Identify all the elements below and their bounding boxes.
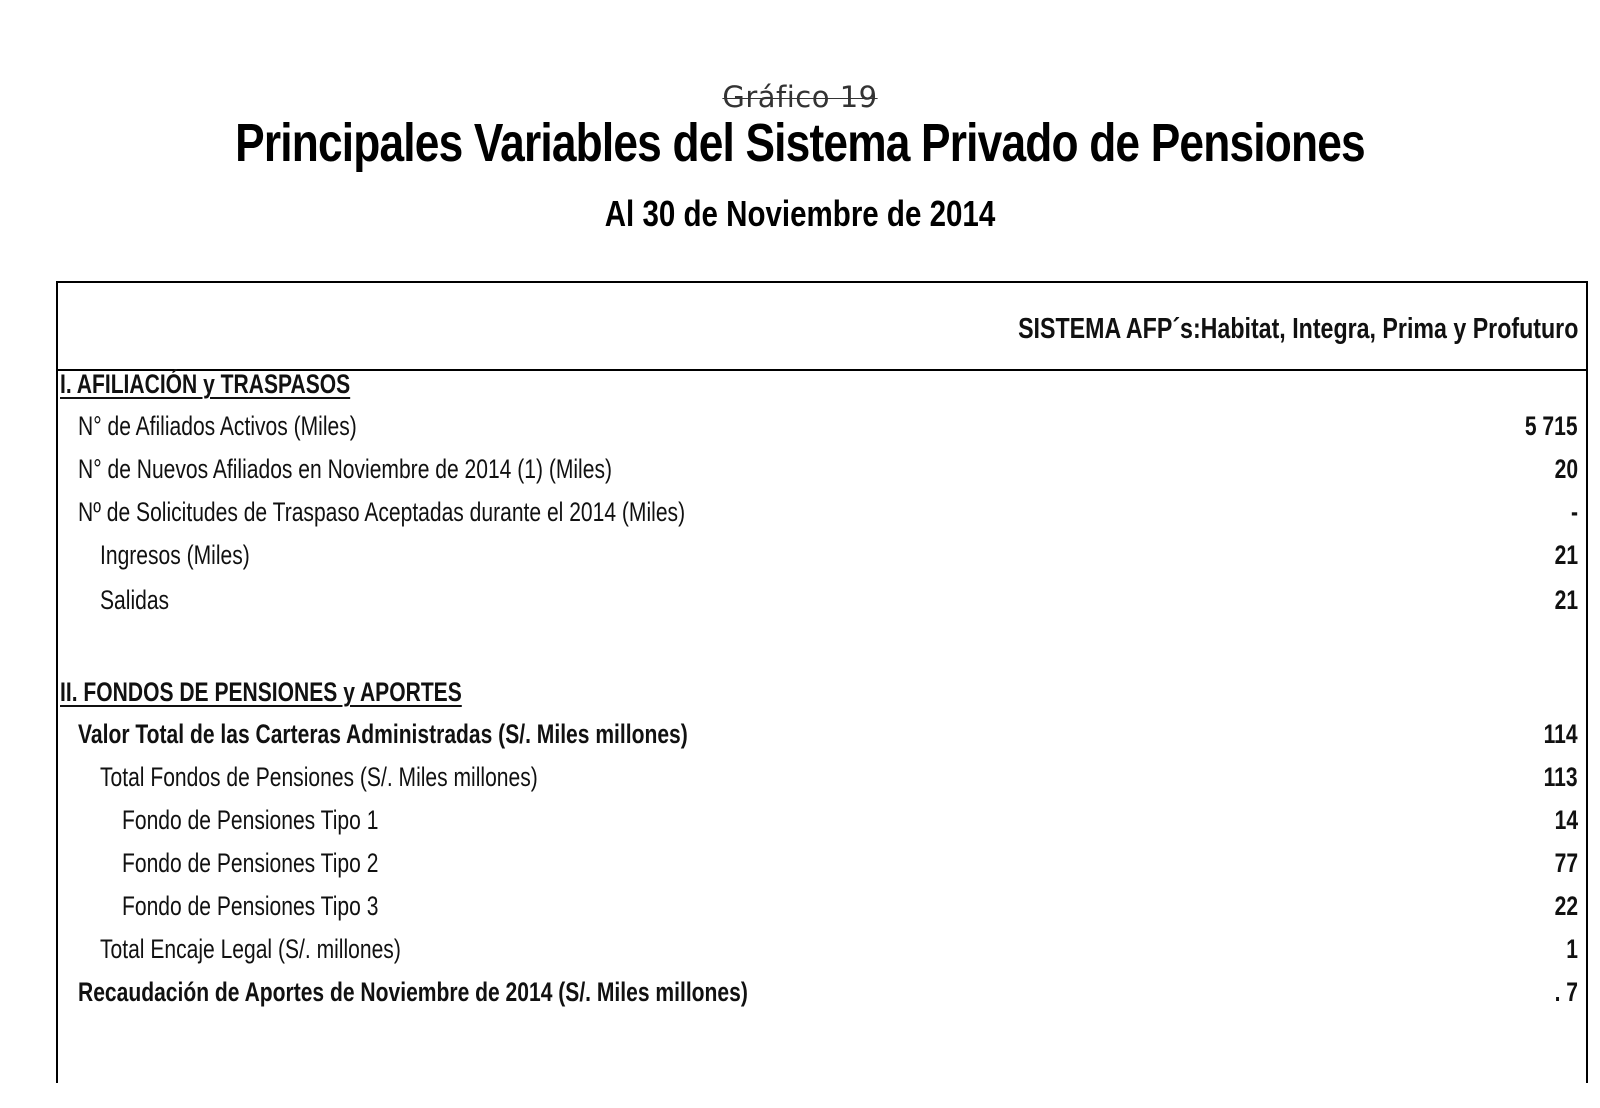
row-label: Nº de Solicitudes de Traspaso Aceptadas durante el 2014 (Miles) xyxy=(78,497,686,527)
row-value: 114 xyxy=(1544,719,1578,749)
row-label: Fondo de Pensiones Tipo 1 xyxy=(122,805,379,835)
variables-table xyxy=(56,281,1588,1083)
row-value: . 7 xyxy=(1554,977,1578,1007)
table-row xyxy=(58,977,1586,1017)
row-label: Valor Total de las Carteras Administradas (S/. Miles millones) xyxy=(78,719,688,749)
row-value: 20 xyxy=(1554,454,1578,484)
table-row xyxy=(58,585,1586,625)
table-header xyxy=(58,283,1586,371)
table-row xyxy=(58,891,1586,931)
table-row xyxy=(58,805,1586,845)
section-heading-label: II. FONDOS DE PENSIONES y APORTES xyxy=(60,677,462,707)
table-row xyxy=(58,411,1586,451)
table-row xyxy=(58,848,1586,888)
column-header: SISTEMA AFP´s:Habitat, Integra, Prima y Profuturo xyxy=(1017,313,1578,345)
row-label: Fondo de Pensiones Tipo 3 xyxy=(122,891,379,921)
row-label: Fondo de Pensiones Tipo 2 xyxy=(122,848,379,878)
row-value: - xyxy=(1570,497,1578,527)
row-label: Recaudación de Aportes de Noviembre de 2014 (S/. Miles millones) xyxy=(78,977,748,1007)
row-label: N° de Nuevos Afiliados en Noviembre de 2014 (1) (Miles) xyxy=(78,454,613,484)
table-row xyxy=(58,497,1586,537)
row-value: 77 xyxy=(1554,848,1578,878)
table-row xyxy=(58,454,1586,494)
row-value: 21 xyxy=(1554,585,1578,615)
row-value: 21 xyxy=(1554,540,1578,570)
row-value: 113 xyxy=(1544,762,1578,792)
document-header xyxy=(0,0,1600,270)
table-row xyxy=(58,934,1586,974)
table-row xyxy=(58,762,1586,802)
page-subtitle: Al 30 de Noviembre de 2014 xyxy=(604,193,996,234)
table-row xyxy=(58,540,1586,580)
row-value: 22 xyxy=(1554,891,1578,921)
row-label: Total Encaje Legal (S/. millones) xyxy=(100,934,401,964)
row-value: 14 xyxy=(1554,805,1578,835)
figure-label: Gráfico 19 xyxy=(722,80,878,114)
row-value: 5 715 xyxy=(1525,411,1578,441)
table-row xyxy=(58,719,1586,759)
row-label: N° de Afiliados Activos (Miles) xyxy=(78,411,357,441)
page-title: Principales Variables del Sistema Privado de Pensiones xyxy=(235,113,1365,173)
row-value: 1 xyxy=(1566,934,1578,964)
row-label: Salidas xyxy=(100,585,170,615)
section-heading-afiliacion xyxy=(58,369,1586,409)
section-heading-label: I. AFILIACIÓN y TRASPASOS xyxy=(60,369,351,399)
row-label: Ingresos (Miles) xyxy=(100,540,250,570)
section-heading-fondos xyxy=(58,677,1586,717)
row-label: Total Fondos de Pensiones (S/. Miles millones) xyxy=(100,762,538,792)
